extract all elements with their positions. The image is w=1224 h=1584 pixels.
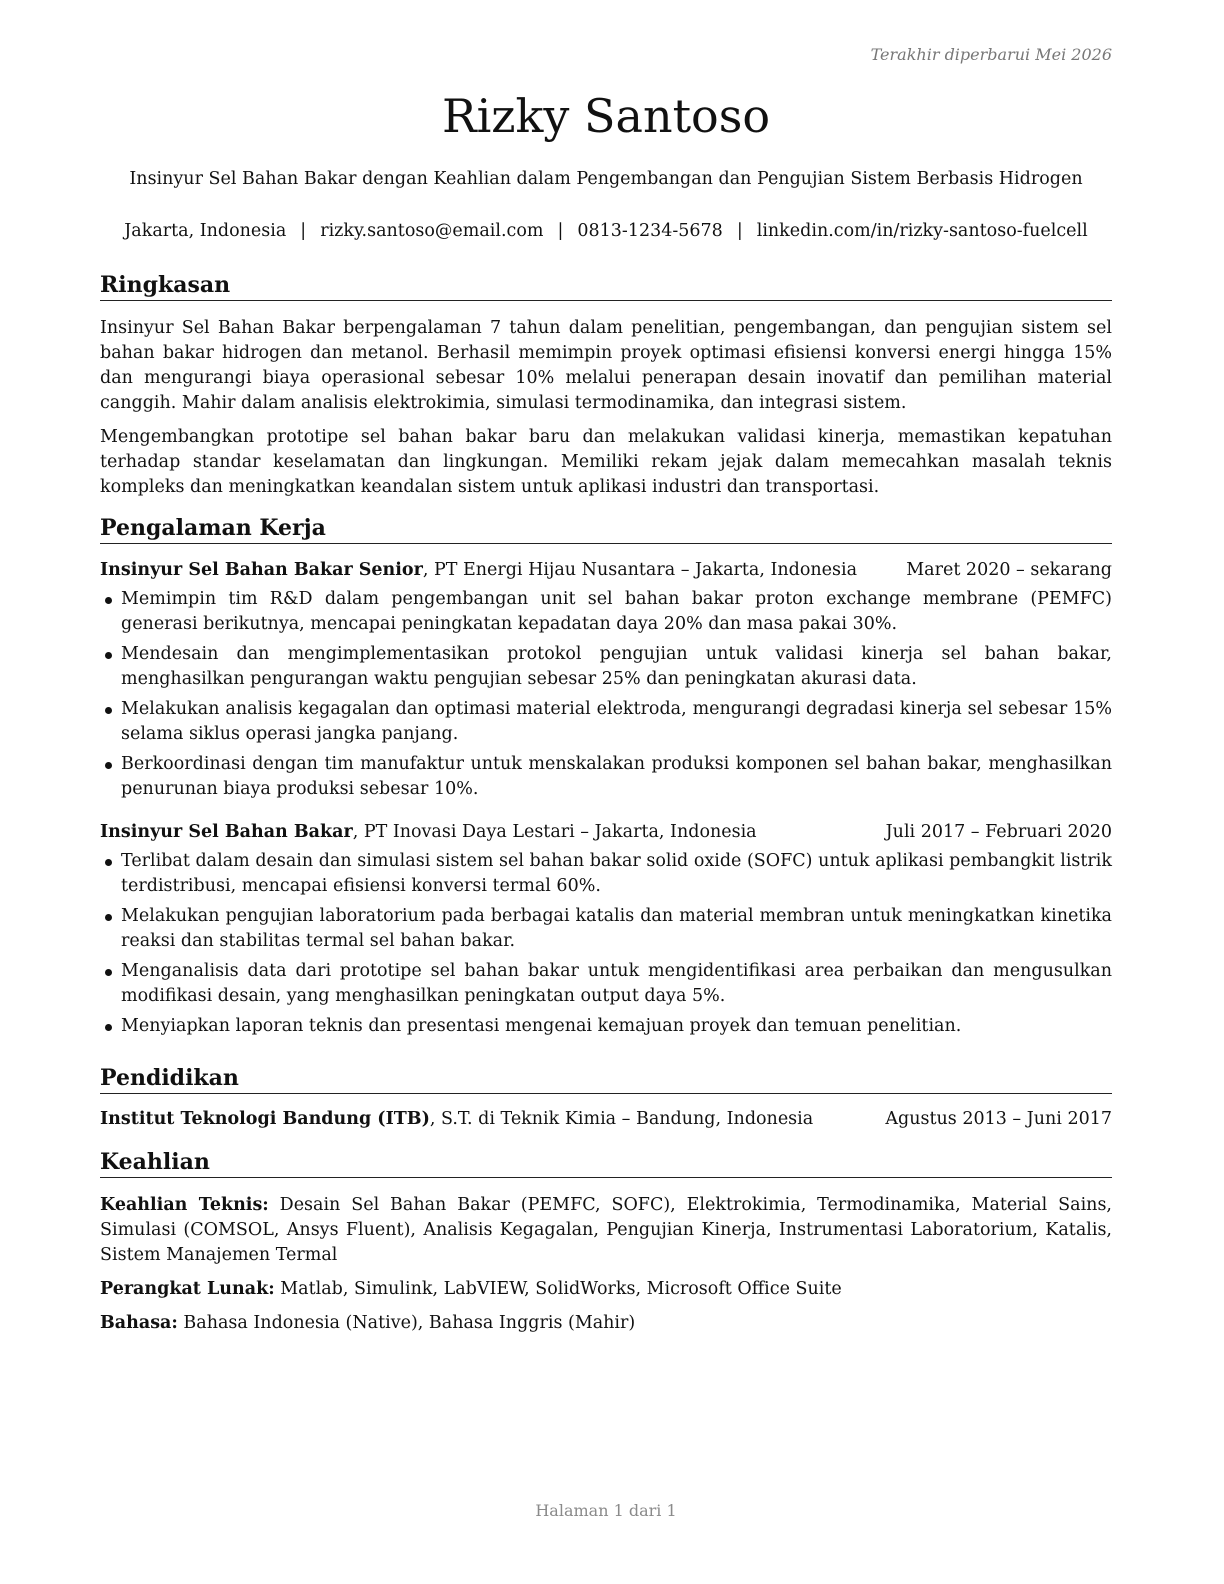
- education-entry: [100, 1107, 1112, 1132]
- summary-paragraph: Mengembangkan prototipe sel bahan bakar baru dan melakukan validasi kinerja, memastikan kepatuhan terhadap standar keselamatan dan lingkungan. Memiliki rekam jejak dalam memecahkan masalah teknis kompleks dan meningkatkan keandalan sistem untuk aplikasi industri dan transportasi.: [100, 427, 1112, 497]
- contact-email[interactable]: rizky.santoso@email.com: [320, 221, 544, 241]
- job-role: Insinyur Sel Bahan Bakar: [100, 822, 353, 842]
- contact-phone: 0813-1234-5678: [577, 221, 723, 241]
- skills-section: [100, 1148, 1112, 1336]
- skill-value: Matlab, Simulink, LabVIEW, SolidWorks, Microsoft Office Suite: [274, 1279, 842, 1299]
- contact-separator: |: [300, 221, 307, 241]
- skill-label: Bahasa:: [100, 1313, 178, 1333]
- education-school-degree: [100, 1107, 813, 1132]
- job-header: [100, 820, 1112, 845]
- contact-separator: |: [557, 221, 564, 241]
- list-item: Melakukan analisis kegagalan dan optimasi material elektroda, mengurangi degradasi kinerja sel sebesar 15% selama siklus operasi jangka panjang.: [100, 697, 1112, 747]
- section-title-education: Pendidikan: [100, 1064, 1112, 1094]
- education-section: [100, 1064, 1112, 1132]
- education-dates: Agustus 2013 – Juni 2017: [885, 1109, 1112, 1129]
- education-degree: , S.T. di Teknik Kimia – Bandung, Indonesia: [429, 1109, 814, 1129]
- job-entry: [100, 558, 1112, 802]
- job-company: , PT Inovasi Daya Lestari – Jakarta, Indonesia: [352, 822, 757, 842]
- job-role: Insinyur Sel Bahan Bakar Senior: [100, 560, 423, 580]
- job-bullets: [100, 849, 1112, 1039]
- candidate-name: Rizky Santoso: [441, 89, 771, 143]
- skill-value: Desain Sel Bahan Bakar (PEMFC, SOFC), Elektrokimia, Termodinamika, Material Sains, Simulasi (COMSOL, Ansys Fluent), Analisis Kegagalan, Pengujian Kinerja, Instrumentasi Laboratorium, Katalis, Sistem Manajemen Termal: [100, 1195, 1112, 1265]
- page-number: Halaman 1 dari 1: [535, 1501, 677, 1520]
- job-dates: Juli 2017 – Februari 2020: [885, 822, 1112, 842]
- job-bullets: [100, 587, 1112, 802]
- list-item: Mendesain dan mengimplementasikan protokol pengujian untuk validasi kinerja sel bahan bakar, menghasilkan pengurangan waktu pengujian sebesar 25% dan peningkatan akurasi data.: [100, 642, 1112, 692]
- job-title-company: [100, 820, 757, 845]
- contact-linkedin[interactable]: linkedin.com/in/rizky-santoso-fuelcell: [756, 221, 1088, 241]
- skill-label: Keahlian Teknis:: [100, 1195, 269, 1215]
- skill-line-software: [100, 1277, 1112, 1302]
- section-title-summary: Ringkasan: [100, 271, 1112, 301]
- skill-line-technical: [100, 1193, 1112, 1268]
- experience-section: [100, 514, 1112, 1044]
- list-item: Menyiapkan laporan teknis dan presentasi mengenai kemajuan proyek dan temuan penelitian.: [100, 1014, 1112, 1039]
- contact-location: Jakarta, Indonesia: [124, 221, 287, 241]
- list-item: Menganalisis data dari prototipe sel bahan bakar untuk mengidentifikasi area perbaikan dan mengusulkan modifikasi desain, yang menghasilkan peningkatan output daya 5%.: [100, 959, 1112, 1009]
- section-title-experience: Pengalaman Kerja: [100, 514, 1112, 544]
- section-title-skills: Keahlian: [100, 1148, 1112, 1178]
- list-item: Berkoordinasi dengan tim manufaktur untuk menskalakan produksi komponen sel bahan bakar, menghasilkan penurunan biaya produksi sebesar 10%.: [100, 752, 1112, 802]
- contact-line: [100, 218, 1112, 244]
- list-item: Melakukan pengujian laboratorium pada berbagai katalis dan material membran untuk meningkatkan kinetika reaksi dan stabilitas termal sel bahan bakar.: [100, 904, 1112, 954]
- contact-separator: |: [736, 221, 743, 241]
- last-updated-note: Terakhir diperbarui Mei 2026: [870, 45, 1112, 64]
- skill-label: Perangkat Lunak:: [100, 1279, 275, 1299]
- education-school: Institut Teknologi Bandung (ITB): [100, 1109, 430, 1129]
- job-company: , PT Energi Hijau Nusantara – Jakarta, Indonesia: [422, 560, 858, 580]
- skill-value: Bahasa Indonesia (Native), Bahasa Inggris (Mahir): [177, 1313, 636, 1333]
- skill-line-languages: [100, 1311, 1112, 1336]
- summary-paragraph: Insinyur Sel Bahan Bakar berpengalaman 7 tahun dalam penelitian, pengembangan, dan pengujian sistem sel bahan bakar hidrogen dan metanol. Berhasil memimpin proyek optimasi efisiensi konversi energi hingga 15% dan mengurangi biaya operasional sebesar 10% melalui penerapan desain inovatif dan pemilihan material canggih. Mahir dalam analisis elektrokimia, simulasi termodinamika, dan integrasi sistem.: [100, 318, 1112, 413]
- summary-section: [100, 271, 1112, 500]
- resume-page: [100, 0, 1112, 1584]
- job-title-company: [100, 558, 857, 583]
- job-entry: [100, 820, 1112, 1039]
- list-item: Terlibat dalam desain dan simulasi sistem sel bahan bakar solid oxide (SOFC) untuk aplikasi pembangkit listrik terdistribusi, mencapai efisiensi konversi termal 60%.: [100, 849, 1112, 899]
- job-header: [100, 558, 1112, 583]
- job-dates: Maret 2020 – sekarang: [906, 560, 1112, 580]
- list-item: Memimpin tim R&D dalam pengembangan unit sel bahan bakar proton exchange membrane (PEMFC) generasi berikutnya, mencapai peningkatan kepadatan daya 20% dan masa pakai 30%.: [100, 587, 1112, 637]
- headline: Insinyur Sel Bahan Bakar dengan Keahlian dalam Pengembangan dan Pengujian Sistem Berbasis Hidrogen: [129, 169, 1083, 189]
